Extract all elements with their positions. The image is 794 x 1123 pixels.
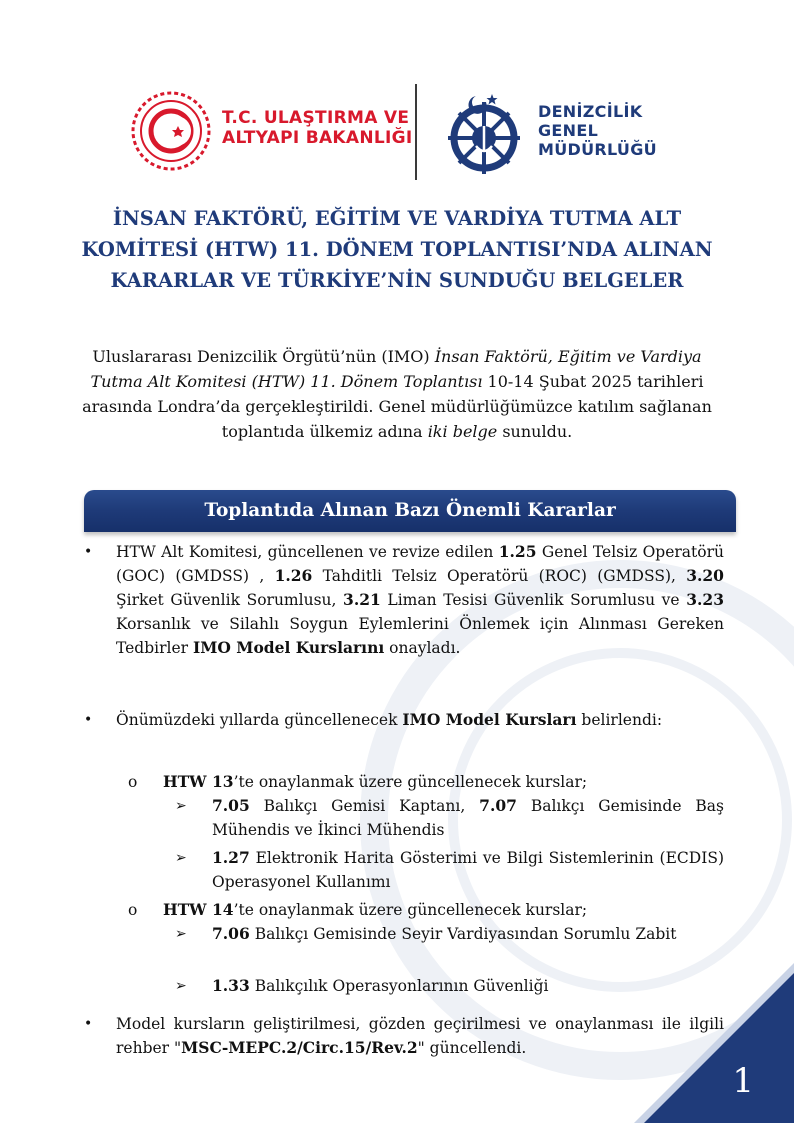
intro-text-3: sunuldu.	[497, 422, 573, 441]
sub-item-htw13: HTW 13’te onaylanmak üzere güncellenecek kurslar;	[163, 772, 588, 791]
sub-bullet-marker: o	[128, 901, 138, 919]
course-item-ecdis: 1.27 Elektronik Harita Gösterimi ve Bilgi Sistemlerinin (ECDIS) Operasyonel Kullanımı	[212, 848, 724, 891]
directorate-name-line3: MÜDÜRLÜĞÜ	[538, 140, 657, 159]
list-item-guidance-update: Model kursların geliştirilmesi, gözden geçirilmesi ve onaylanması ile ilgili rehber "MSC-MEPC.2/Circ.15/Rev.2" güncellendi.	[116, 1015, 724, 1057]
bullet-marker: •	[84, 712, 93, 728]
intro-committee-name: İnsan Faktörü, Eğitim ve Vardiya Tutma Alt Komitesi (HTW) 11. Dönem Toplantısı	[90, 347, 702, 391]
ministry-name	[222, 108, 413, 148]
arrow-marker-icon: ➢	[175, 798, 187, 814]
intro-two-documents: iki belge	[427, 422, 498, 441]
intro-paragraph	[78, 344, 716, 444]
arrow-marker-icon: ➢	[175, 926, 187, 942]
logo-divider	[415, 84, 417, 180]
course-item-navigational-watch: 7.06 Balıkçı Gemisinde Seyir Vardiyasından Sorumlu Zabit	[212, 924, 677, 943]
corner-accent	[644, 973, 794, 1123]
directorate-name-line1: DENİZCİLİK	[538, 102, 643, 121]
course-item-fishing-safety: 1.33 Balıkçılık Operasyonlarının Güvenliği	[212, 976, 549, 995]
sub-item-htw14: HTW 14’te onaylanmak üzere güncellenecek kurslar;	[163, 900, 588, 919]
arrow-marker-icon: ➢	[175, 978, 187, 994]
bullet-marker: •	[84, 1016, 93, 1032]
directorate-name-line2: GENEL	[538, 121, 599, 140]
directorate-name	[538, 102, 657, 159]
course-item-fishing-master: 7.05 Balıkçı Gemisi Kaptanı, 7.07 Balıkçı Gemisinde Baş Mühendis ve İkinci Mühendis	[212, 796, 724, 839]
document-title: İNSAN FAKTÖRÜ, EĞİTİM VE VARDİYA TUTMA ALT KOMİTESİ (HTW) 11. DÖNEM TOPLANTISI’NDA ALINAN KARARLAR VE TÜRKİYE’NİN SUNDUĞU BELGELER	[81, 207, 713, 292]
ministry-name-line2: ALTYAPI BAKANLIĞI	[222, 128, 413, 148]
section-heading: Toplantıda Alınan Bazı Önemli Kararlar	[204, 500, 616, 521]
list-item-radio-courses: HTW Alt Komitesi, güncellenen ve revize edilen 1.25 Genel Telsiz Operatörü (GOC) (GMDSS) , 1.26 Tahditli Telsiz Operatörü (ROC) (GMDSS), 3.20 Şirket Güvenlik Sorumlusu, 3.21 Liman Tesisi Güvenlik Sorumlusu ve 3.23 Korsanlık ve Silahlı Soygun Eylemlerini Önlemek için Alınması Gereken Tedbirler IMO Model Kurslarını onayladı.	[116, 542, 724, 657]
bullet-marker: •	[84, 544, 93, 560]
section-heading-band	[84, 490, 736, 532]
page-number: 1	[732, 1061, 754, 1101]
arrow-marker-icon: ➢	[175, 850, 187, 866]
ministry-name-line1: T.C. ULAŞTIRMA VE	[222, 108, 410, 128]
intro-text-2: 10-14 Şubat 2025 tarihleri arasında Londra’da gerçekleştirildi. Genel müdürlüğümüzce katılım sağlanan toplantıda ülkemiz adına	[82, 372, 712, 441]
sub-bullet-marker: o	[128, 773, 138, 791]
list-item-upcoming-courses: Önümüzdeki yıllarda güncellenecek IMO Model Kursları belirlendi:	[116, 710, 663, 729]
header-logos	[0, 80, 794, 190]
ministry-emblem-icon	[130, 90, 212, 172]
ship-wheel-emblem-icon	[440, 88, 524, 178]
intro-text-1: Uluslararası Denizcilik Örgütü’nün (IMO)	[92, 347, 435, 366]
